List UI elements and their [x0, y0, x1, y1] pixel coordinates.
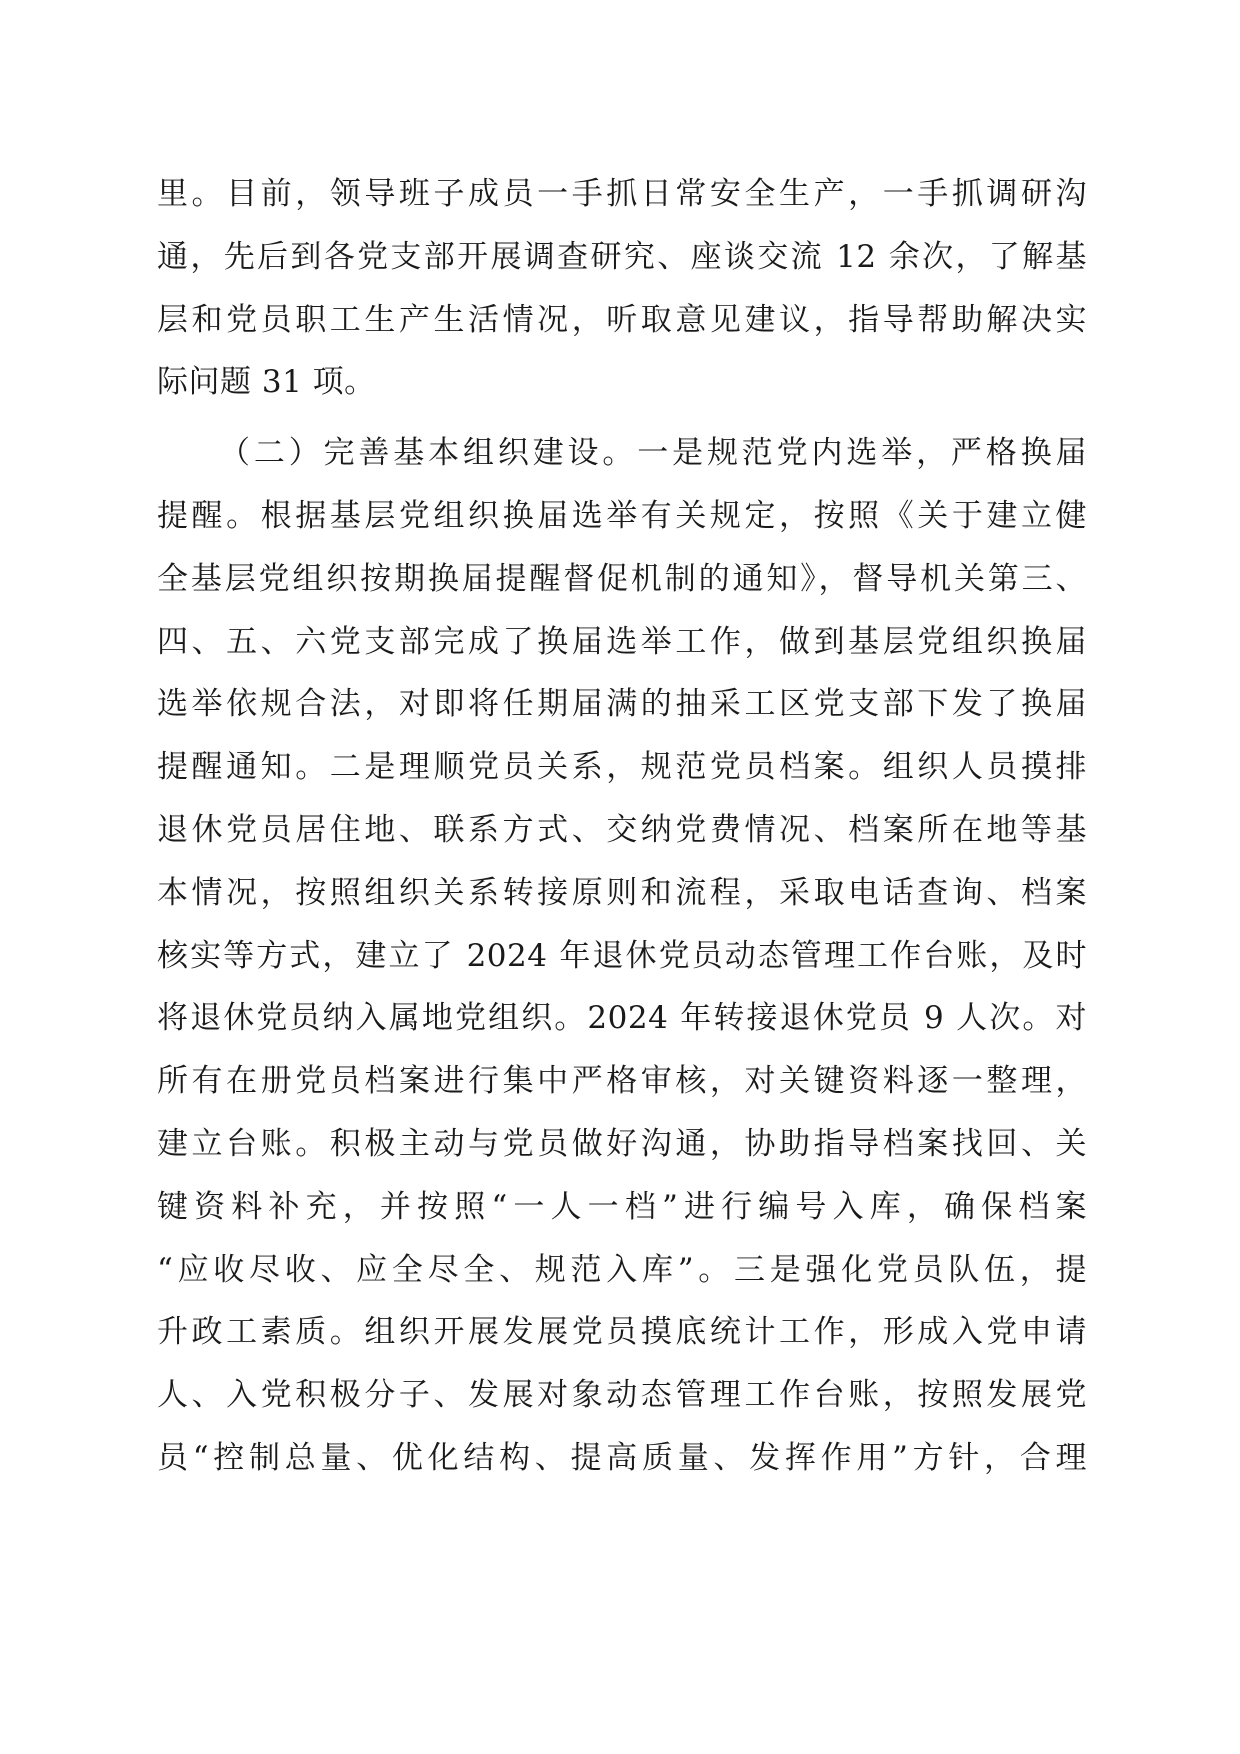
text-line: 升政工素质。组织开展发展党员摸底统计工作，形成入党申请: [157, 1314, 1087, 1351]
text-line: 层和党员职工生产生活情况，听取意见建议，指导帮助解决实: [157, 301, 1087, 338]
text-line: 际问题 31 项。: [157, 364, 376, 401]
text-line: 提醒通知。二是理顺党员关系，规范党员档案。组织人员摸排: [157, 749, 1087, 786]
text-line: 所有在册党员档案进行集中严格审核，对关键资料逐一整理，: [157, 1063, 1087, 1100]
text-line: 人、入党积极分子、发展对象动态管理工作台账，按照发展党: [157, 1377, 1087, 1414]
text-line: 退休党员居住地、联系方式、交纳党费情况、档案所在地等基: [157, 811, 1087, 848]
text-line: 通，先后到各党支部开展调查研究、座谈交流 12 余次，了解基: [157, 238, 1087, 275]
section-heading-line: （二）完善基本组织建设。一是规范党内选举，严格换届: [219, 435, 1087, 472]
text-line: 选举依规合法，对即将任期届满的抽采工区党支部下发了换届: [157, 686, 1087, 723]
text-line: 核实等方式，建立了 2024 年退休党员动态管理工作台账，及时: [157, 937, 1087, 974]
text-line: 提醒。根据基层党组织换届选举有关规定，按照《关于建立健: [157, 497, 1087, 534]
text-line: 建立台账。积极主动与党员做好沟通，协助指导档案找回、关: [157, 1125, 1087, 1162]
text-line: 里。目前，领导班子成员一手抓日常安全生产，一手抓调研沟: [157, 176, 1087, 212]
text-line: 键资料补充，并按照“一人一档”进行编号入库，确保档案: [157, 1188, 1087, 1225]
body-text: [157, 163, 1087, 1490]
text-line: “应收尽收、应全尽全、规范入库”。三是强化党员队伍，提: [157, 1251, 1087, 1288]
text-line: 员“控制总量、优化结构、提高质量、发挥作用”方针，合理: [157, 1439, 1087, 1476]
text-line: 将退休党员纳入属地党组织。2024 年转接退休党员 9 人次。对: [157, 1000, 1087, 1037]
text-line: 全基层党组织按期换届提醒督促机制的通知》，督导机关第三、: [157, 560, 1087, 597]
text-line: 四、五、六党支部完成了换届选举工作，做到基层党组织换届: [157, 623, 1087, 660]
text-line: 本情况，按照组织关系转接原则和流程，采取电话查询、档案: [157, 874, 1087, 911]
